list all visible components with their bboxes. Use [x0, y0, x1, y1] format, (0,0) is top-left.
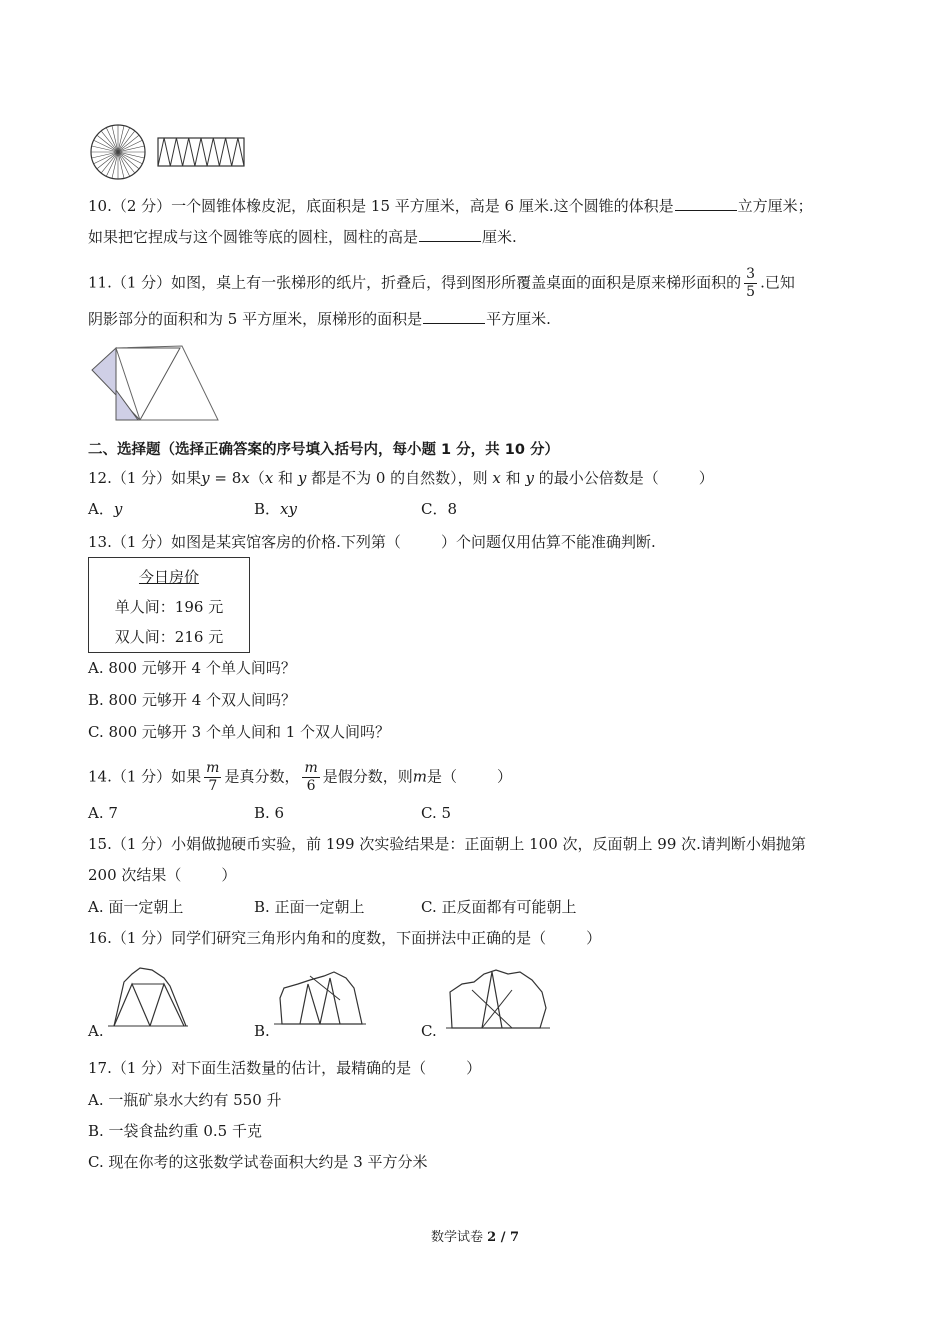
q16-figure-c — [446, 964, 550, 1032]
question-10-line-1: 10.（2 分）一个圆锥体橡皮泥，底面积是 15 平方厘米，高是 6 厘米.这个圆锥的体积是 立方厘米； — [88, 197, 813, 215]
q12-option-a[interactable]: A．y — [88, 500, 123, 518]
footer-label: 数学试卷 — [430, 1230, 483, 1245]
fraction-m-over-6: $\frac{m}{6}$ — [304, 760, 318, 794]
q13-option-c[interactable]: C. 800 元够开 3 个单人间和 1 个双人间吗？ — [88, 723, 391, 741]
answer-blank[interactable] — [419, 227, 481, 242]
fraction-m-over-7: $\frac{m}{7}$ — [206, 760, 220, 794]
q17-option-a[interactable]: A. 一瓶矿泉水大约有 550 升 — [88, 1091, 282, 1109]
question-13: 13.（1 分）如图是某宾馆客房的价格.下列第（ ）个问题仅用估算不能准确判断. — [88, 533, 656, 551]
page-number: 2 / 7 — [487, 1230, 520, 1245]
q17-option-c[interactable]: C. 现在你考的这张数学试卷面积大约是 3 平方分米 — [88, 1153, 428, 1171]
fraction-three-fifths: $\frac{3}{5}$ — [746, 266, 756, 300]
q12-option-c[interactable]: C．8 — [421, 500, 458, 518]
q16-option-a[interactable]: A. — [88, 1022, 104, 1040]
question-15-line-2: 200 次结果（ ） — [88, 866, 237, 884]
price-double-room: 双人间：216 元 — [114, 628, 224, 646]
q15-option-c[interactable]: C. 正反面都有可能朝上 — [421, 898, 577, 916]
room-price-box — [88, 557, 250, 653]
question-11-line-1: 11.（1 分）如图，桌上有一张梯形的纸片，折叠后，得到图形所覆盖桌面的面积是原来梯形面积的 $\frac{3}{5}$ .已知 — [88, 266, 795, 300]
question-17: 17.（1 分）对下面生活数量的估计，最精确的是（ ） — [88, 1059, 482, 1077]
section-2-heading: 二、选择题（选择正确答案的序号填入括号内，每小题 1 分，共 10 分） — [88, 442, 559, 458]
q14-option-b[interactable]: B. 6 — [254, 804, 285, 822]
question-11-line-2: 阴影部分的面积和为 5 平方厘米，原梯形的面积是 平方厘米. — [88, 310, 551, 328]
question-10-line-2: 如果把它捏成与这个圆锥等底的圆柱，圆柱的高是 厘米. — [88, 228, 517, 246]
q16-option-c[interactable]: C. — [421, 1022, 437, 1040]
price-single-room: 单人间：196 元 — [114, 598, 224, 616]
page-footer — [0, 1226, 950, 1245]
answer-blank[interactable] — [423, 309, 485, 324]
question-12: 12.（1 分）如果y = 8x（x 和 y 都是不为 0 的自然数），则 x 和 y 的最小公倍数是（ ） — [88, 469, 714, 487]
question-16: 16.（1 分）同学们研究三角形内角和的度数，下面拼法中正确的是（ ） — [88, 929, 602, 947]
q15-option-b[interactable]: B. 正面一定朝上 — [254, 898, 365, 916]
q13-option-a[interactable]: A. 800 元够开 4 个单人间吗？ — [88, 659, 296, 677]
q12-option-b[interactable]: B．xy — [254, 500, 297, 518]
price-box-title: 今日房价 — [138, 568, 199, 586]
answer-blank[interactable] — [675, 196, 737, 211]
circle-sectors-figure — [88, 122, 248, 180]
question-14: 14.（1 分）如果 $\frac{m}{7}$ 是真分数， $\frac{m}{6}$ 是假分数，则m是（ ） — [88, 760, 513, 794]
q14-option-c[interactable]: C. 5 — [421, 804, 452, 822]
folded-trapezoid-figure — [88, 342, 224, 424]
q13-option-b[interactable]: B. 800 元够开 4 个双人间吗？ — [88, 691, 297, 709]
q16-figure-a — [104, 964, 190, 1030]
q16-option-b[interactable]: B. — [254, 1022, 270, 1040]
q16-figure-b — [270, 966, 368, 1030]
question-15-line-1: 15.（1 分）小娟做抛硬币实验，前 199 次实验结果是：正面朝上 100 次，反面朝上 99 次.请判断小娟抛第 — [88, 835, 806, 853]
q17-option-b[interactable]: B. 一袋食盐约重 0.5 千克 — [88, 1122, 262, 1140]
q15-option-a[interactable]: A. 面一定朝上 — [88, 898, 184, 916]
q14-option-a[interactable]: A. 7 — [88, 804, 118, 822]
